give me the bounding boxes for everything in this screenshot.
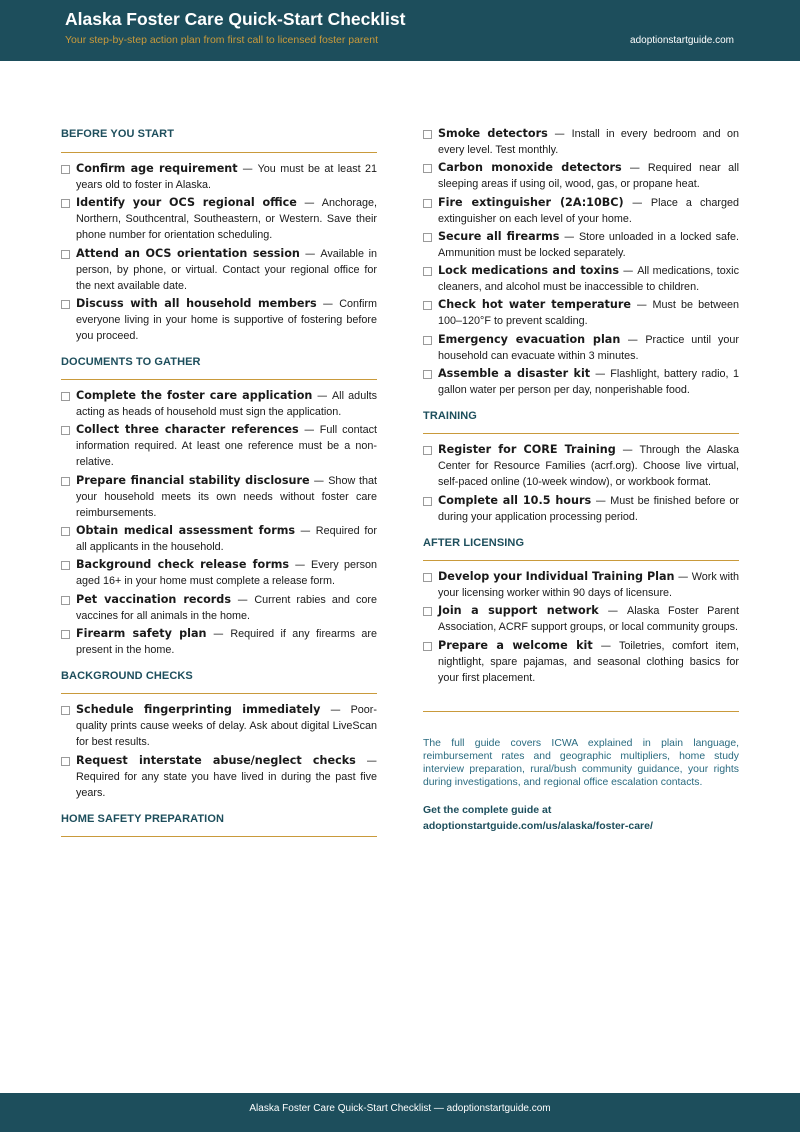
- checklist-item-title: Pet vaccination records: [76, 592, 231, 606]
- dash-separator: —: [591, 494, 611, 507]
- checklist-item: [61, 422, 377, 470]
- dash-separator: —: [547, 128, 572, 140]
- checklist-item-description: Alaska Foster Parent Association, ACRF support groups, or local community groups.: [438, 605, 739, 634]
- dash-separator: —: [309, 474, 329, 487]
- checklist-item: [423, 297, 739, 329]
- checklist-item-title: Register for CORE Training: [438, 443, 616, 457]
- checklist-item: [423, 603, 739, 635]
- checkbox[interactable]: [61, 300, 70, 309]
- checklist-item-description: Available in person, by phone, or virtual. Contact your regional office for the next available date.: [76, 247, 377, 292]
- divider: [423, 711, 739, 712]
- section-title-training: TRAINING: [423, 407, 739, 434]
- checklist-after-licensing: [423, 561, 739, 695]
- checkbox[interactable]: [423, 336, 432, 345]
- dash-separator: —: [620, 333, 646, 346]
- checklist-item-title: Collect three character references: [76, 423, 299, 437]
- checkbox[interactable]: [423, 130, 432, 139]
- left-column: [61, 126, 377, 837]
- checklist-item: [61, 388, 377, 420]
- checklist-item-title: Complete all 10.5 hours: [438, 493, 592, 507]
- checklist-item-description: All medications, toxic cleaners, and alcohol must be inaccessible to children.: [438, 265, 739, 294]
- dash-separator: —: [295, 525, 316, 538]
- checkbox[interactable]: [423, 607, 432, 616]
- checklist-item: [423, 493, 739, 525]
- checkbox[interactable]: [61, 199, 70, 208]
- dash-separator: —: [592, 639, 619, 652]
- checklist-item: [423, 263, 739, 295]
- checklist-item-description: Toiletries, comfort item, nightlight, spare pajamas, and seasonal clothing basics for your first placement.: [438, 639, 739, 684]
- checklist-item: [423, 366, 739, 398]
- checklist-item: [61, 161, 377, 193]
- checklist-documents: [61, 380, 377, 667]
- page-header: [0, 0, 800, 61]
- checklist-item-title: Develop your Individual Training Plan: [438, 569, 675, 583]
- dash-separator: —: [206, 627, 231, 640]
- checklist-item-title: Check hot water temperature: [438, 298, 631, 312]
- checklist-item: [61, 195, 377, 243]
- checklist-item-description: Store unloaded in a locked safe. Ammunition must be locked separately.: [438, 230, 739, 259]
- dash-separator: —: [623, 196, 651, 209]
- checklist-item-title: Identify your OCS regional office: [76, 196, 297, 210]
- dash-separator: —: [615, 444, 640, 457]
- checklist-item: [423, 229, 739, 261]
- page-title: Alaska Foster Care Quick-Start Checklist: [65, 9, 406, 29]
- checklist-item: [61, 626, 377, 658]
- right-column: [423, 126, 739, 834]
- guide-description: The full guide covers ICWA explained in plain language, reimbursement rates and geographic multipliers, home study interview preparation, rural/bush community guidance, your rights during investigations, and regional office escalation contacts.: [423, 737, 739, 789]
- checklist-item-title: Schedule fingerprinting immediately: [76, 703, 321, 717]
- checkbox[interactable]: [423, 497, 432, 506]
- guide-cta: [423, 802, 739, 834]
- checklist-item-title: Firearm safety plan: [76, 626, 207, 640]
- checkbox[interactable]: [61, 250, 70, 259]
- checklist-item-description: Must be between 100–120°F to prevent scalding.: [438, 299, 739, 328]
- checkbox[interactable]: [423, 267, 432, 276]
- dash-separator: —: [598, 605, 628, 618]
- checklist-item-title: Discuss with all household members: [76, 296, 317, 310]
- checkbox[interactable]: [423, 573, 432, 582]
- checklist-item-title: Secure all firearms: [438, 229, 560, 243]
- checklist-background-checks: [61, 694, 377, 810]
- checklist-item-title: Complete the foster care application: [76, 389, 313, 403]
- checklist-item-description: Current rabies and core vaccines for all animals in the home.: [76, 593, 377, 622]
- guide-cta-link[interactable]: adoptionstartguide.com/us/alaska/foster-care/: [423, 819, 653, 832]
- checklist-item-title: Obtain medical assessment forms: [76, 524, 296, 538]
- checklist-item-title: Attend an OCS orientation session: [76, 246, 300, 260]
- checkbox[interactable]: [423, 199, 432, 208]
- checklist-item: [61, 296, 377, 344]
- checklist-before-you-start: [61, 153, 377, 353]
- dash-separator: —: [630, 299, 653, 312]
- dash-separator: —: [674, 570, 692, 583]
- checklist-item-description: Anchorage, Northern, Southcentral, Southeastern, or Western. Save their phone number for orientation scheduling.: [76, 197, 377, 242]
- checklist-item-description: Through the Alaska Center for Resource Families (acrf.org). Choose live virtual, self-paced online (10-week window), or workbook format.: [438, 444, 739, 489]
- checkbox[interactable]: [61, 596, 70, 605]
- checklist-item-description: Required if any firearms are present in the home.: [76, 627, 377, 656]
- checklist-item-title: Request interstate abuse/neglect checks: [76, 753, 356, 767]
- dash-separator: —: [296, 197, 322, 210]
- page-footer: [0, 1093, 800, 1132]
- dash-separator: —: [355, 754, 378, 767]
- checkbox[interactable]: [61, 561, 70, 570]
- checklist-item: [423, 126, 739, 158]
- checklist-item-description: Must be finished before or during your application processing period.: [438, 494, 739, 523]
- checkbox[interactable]: [423, 164, 432, 173]
- section-title-background-checks: BACKGROUND CHECKS: [61, 667, 377, 694]
- checkbox[interactable]: [61, 630, 70, 639]
- checklist-item-description: You must be at least 21 years old to foster in Alaska.: [76, 163, 377, 191]
- checklist-item-description: Required for all applicants in the household.: [76, 525, 377, 554]
- dash-separator: —: [299, 247, 321, 260]
- checklist-item-description: Show that your household meets its own needs without foster care reimbursements.: [76, 474, 377, 519]
- checklist-item-description: Required for any state you have lived in during the past five years.: [76, 770, 377, 799]
- page-subtitle: Your step-by-step action plan from first call to licensed foster parent: [65, 34, 379, 46]
- checklist-home-safety: [423, 126, 739, 407]
- section-title-after-licensing: AFTER LICENSING: [423, 534, 739, 561]
- checklist-item: [423, 569, 739, 601]
- checkbox[interactable]: [61, 165, 70, 174]
- checklist-item-description: Place a charged extinguisher on each level of your home.: [438, 196, 739, 225]
- checklist-item-title: Prepare financial stability disclosure: [76, 473, 310, 487]
- checklist-item-description: Required near all sleeping areas if using oil, wood, gas, or propane heat.: [438, 162, 739, 191]
- checklist-item-title: Join a support network: [438, 604, 599, 618]
- footer-text: Alaska Foster Care Quick-Start Checklist — adoptionstartguide.com: [249, 1103, 551, 1114]
- checkbox[interactable]: [423, 301, 432, 310]
- dash-separator: —: [559, 230, 579, 243]
- checklist-item-description: Install in every bedroom and on every level. Test monthly.: [438, 128, 739, 156]
- checkbox[interactable]: [61, 757, 70, 766]
- dash-separator: —: [289, 559, 311, 572]
- checklist-item: [423, 195, 739, 227]
- checklist-item-title: Confirm age requirement: [76, 162, 238, 175]
- checklist-item: [423, 638, 739, 686]
- header-site-link[interactable]: adoptionstartguide.com: [630, 35, 734, 46]
- checklist-item-description: Flashlight, battery radio, 1 gallon water per person per day, nonperishable food.: [438, 368, 739, 397]
- checkbox[interactable]: [61, 477, 70, 486]
- checklist-item: [61, 473, 377, 521]
- checklist-item-title: Emergency evacuation plan: [438, 332, 621, 346]
- checklist-item: [61, 753, 377, 801]
- dash-separator: —: [619, 265, 638, 278]
- checkbox[interactable]: [61, 426, 70, 435]
- checklist-item: [61, 557, 377, 589]
- dash-separator: —: [590, 368, 611, 381]
- checklist-item-description: All adults acting as heads of household must sign the application.: [76, 390, 377, 419]
- dash-separator: —: [230, 593, 255, 606]
- checklist-item: [61, 702, 377, 750]
- checkbox[interactable]: [61, 706, 70, 715]
- checklist-item: [61, 246, 377, 294]
- checkbox[interactable]: [61, 392, 70, 401]
- checklist-item-description: Confirm everyone living in your home is supportive of fostering before you proceed.: [76, 297, 377, 342]
- checklist-item: [423, 332, 739, 364]
- checklist-item-description: Full contact information required. At least one reference must be a non-relative.: [76, 424, 377, 469]
- checklist-training: [423, 434, 739, 534]
- checklist-item: [61, 523, 377, 555]
- checklist-item-description: Work with your licensing worker within 90 days of licensure.: [438, 570, 739, 599]
- checklist-item-title: Assemble a disaster kit: [438, 367, 591, 381]
- checklist-item: [423, 442, 739, 490]
- dash-separator: —: [316, 297, 340, 310]
- checkbox[interactable]: [61, 527, 70, 536]
- checkbox[interactable]: [423, 233, 432, 242]
- checklist-item-title: Fire extinguisher (2A:10BC): [438, 195, 624, 209]
- checklist-item-title: Background check release forms: [76, 558, 290, 572]
- checklist-item-title: Prepare a welcome kit: [438, 638, 593, 652]
- dash-separator: —: [621, 162, 648, 175]
- checkbox[interactable]: [423, 642, 432, 651]
- checkbox[interactable]: [423, 370, 432, 379]
- dash-separator: —: [320, 704, 351, 717]
- section-title-documents: DOCUMENTS TO GATHER: [61, 353, 377, 380]
- section-title-home-safety: HOME SAFETY PREPARATION: [61, 810, 377, 837]
- guide-cta-label: Get the complete guide at: [423, 803, 552, 816]
- dash-separator: —: [312, 390, 332, 403]
- checklist-item-title: Carbon monoxide detectors: [438, 161, 622, 175]
- section-title-before-you-start: BEFORE YOU START: [61, 126, 377, 153]
- checklist-item-title: Smoke detectors: [438, 127, 548, 140]
- checklist-item-description: Practice until your household can evacuate within 3 minutes.: [438, 333, 739, 362]
- checklist-item-title: Lock medications and toxins: [438, 264, 620, 278]
- checkbox[interactable]: [423, 446, 432, 455]
- checklist-item-description: Poor-quality prints cause weeks of delay. Ask about digital LiveScan for best results.: [76, 704, 377, 749]
- dash-separator: —: [298, 424, 320, 437]
- dash-separator: —: [237, 163, 258, 175]
- checklist-item: [61, 592, 377, 624]
- checklist-item-description: Every person aged 16+ in your home must complete a release form.: [76, 559, 377, 588]
- checklist-item: [423, 160, 739, 192]
